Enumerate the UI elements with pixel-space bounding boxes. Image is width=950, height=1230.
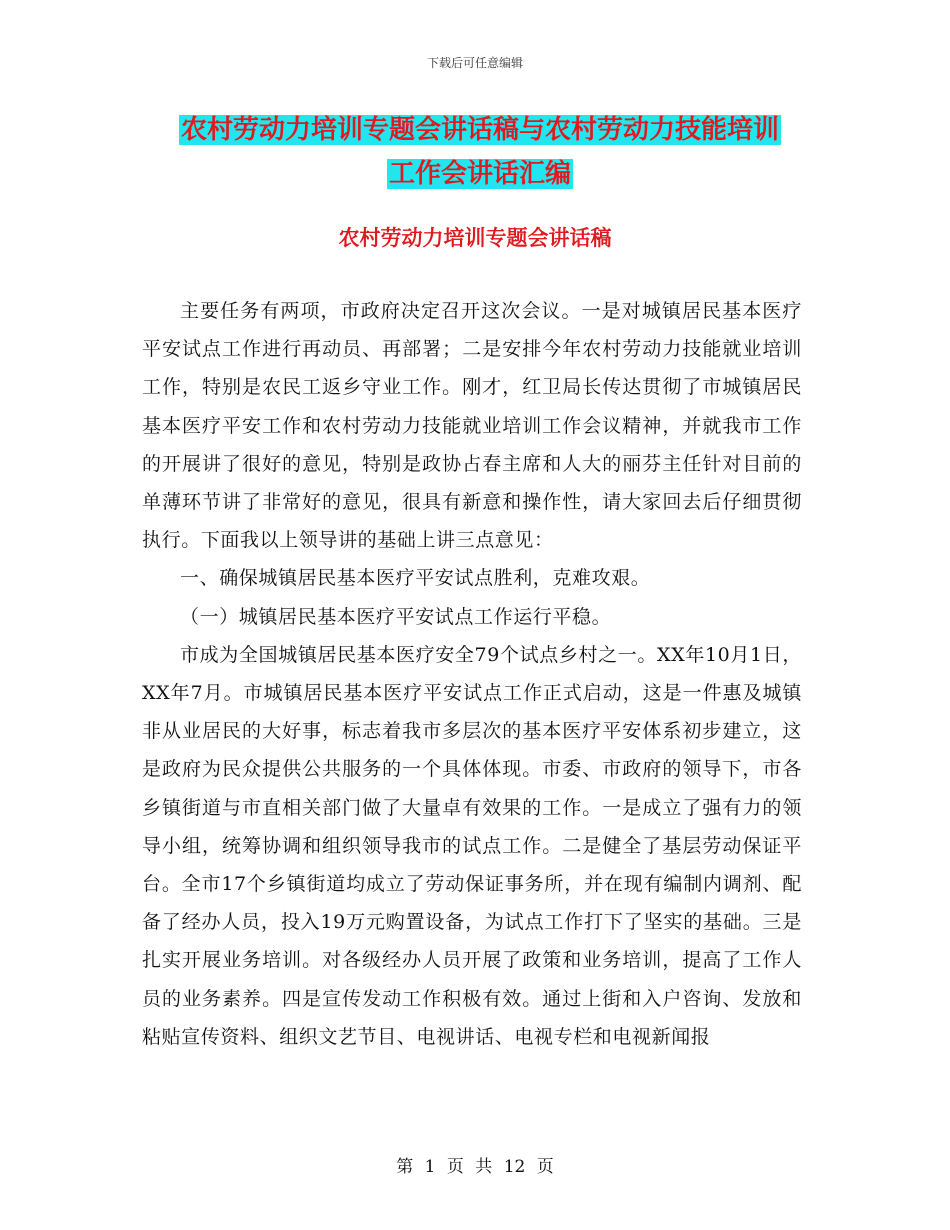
paragraph: 市成为全国城镇居民基本医疗安全79个试点乡村之一。XX年10月1日，XX年7月。市城镇居民基本医疗平安试点工作正式启动，这是一件惠及城镇非从业居民的大好事，标志着我市多层次的基本医疗平安体系初步建立，这是政府为民众提供公共服务的一个具体体现。市委、市政府的领导下，市各乡镇街道与市直相关部门做了大量卓有效果的工作。一是成立了强有力的领导小组，统筹协调和组织领导我市的试点工作。二是健全了基层劳动保证平台。全市17个乡镇街道均成立了劳动保证事务所，并在现有编制内调剂、配备了经办人员，投入19万元购置设备，为试点工作打下了坚实的基础。三是扎实开展业务培训。对各级经办人员开展了政策和业务培训，提高了工作人员的业务素养。四是宣传发动工作积极有效。通过上街和入户咨询、发放和粘贴宣传资料、组织文艺节目、电视讲话、电视专栏和电视新闻报 — [142, 643, 802, 1048]
paragraph: （一）城镇居民基本医疗平安试点工作运行平稳。 — [180, 605, 612, 628]
paragraph: 一、确保城镇居民基本医疗平安试点胜利，克难攻艰。 — [180, 567, 651, 590]
header-note: 下载后可任意编辑 — [426, 56, 523, 70]
document-body — [142, 292, 802, 1056]
document-title-line-2: 工作会讲话汇编 — [388, 159, 571, 189]
paragraph: 主要任务有两项，市政府决定召开这次会议。一是对城镇居民基本医疗平安试点工作进行再动员、再部署；二是安排今年农村劳动力技能就业培训工作，特别是农民工返乡守业工作。刚才，红卫局长传达贯彻了市城镇居民基本医疗平安工作和农村劳动力技能就业培训工作会议精神，并就我市工作的开展讲了很好的意见，特别是政协占春主席和人大的丽芬主任针对目前的单薄环节讲了非常好的意见，很具有新意和操作性，请大家回去后仔细贯彻执行。下面我以上领导讲的基础上讲三点意见： — [142, 300, 802, 552]
document-title-line-1: 农村劳动力培训专题会讲话稿与农村劳动力技能培训 — [180, 115, 779, 145]
document-title — [150, 108, 810, 196]
section-title: 农村劳动力培训专题会讲话稿 — [338, 225, 612, 250]
page-footer: 第 1 页 共 12 页 — [396, 1157, 554, 1177]
